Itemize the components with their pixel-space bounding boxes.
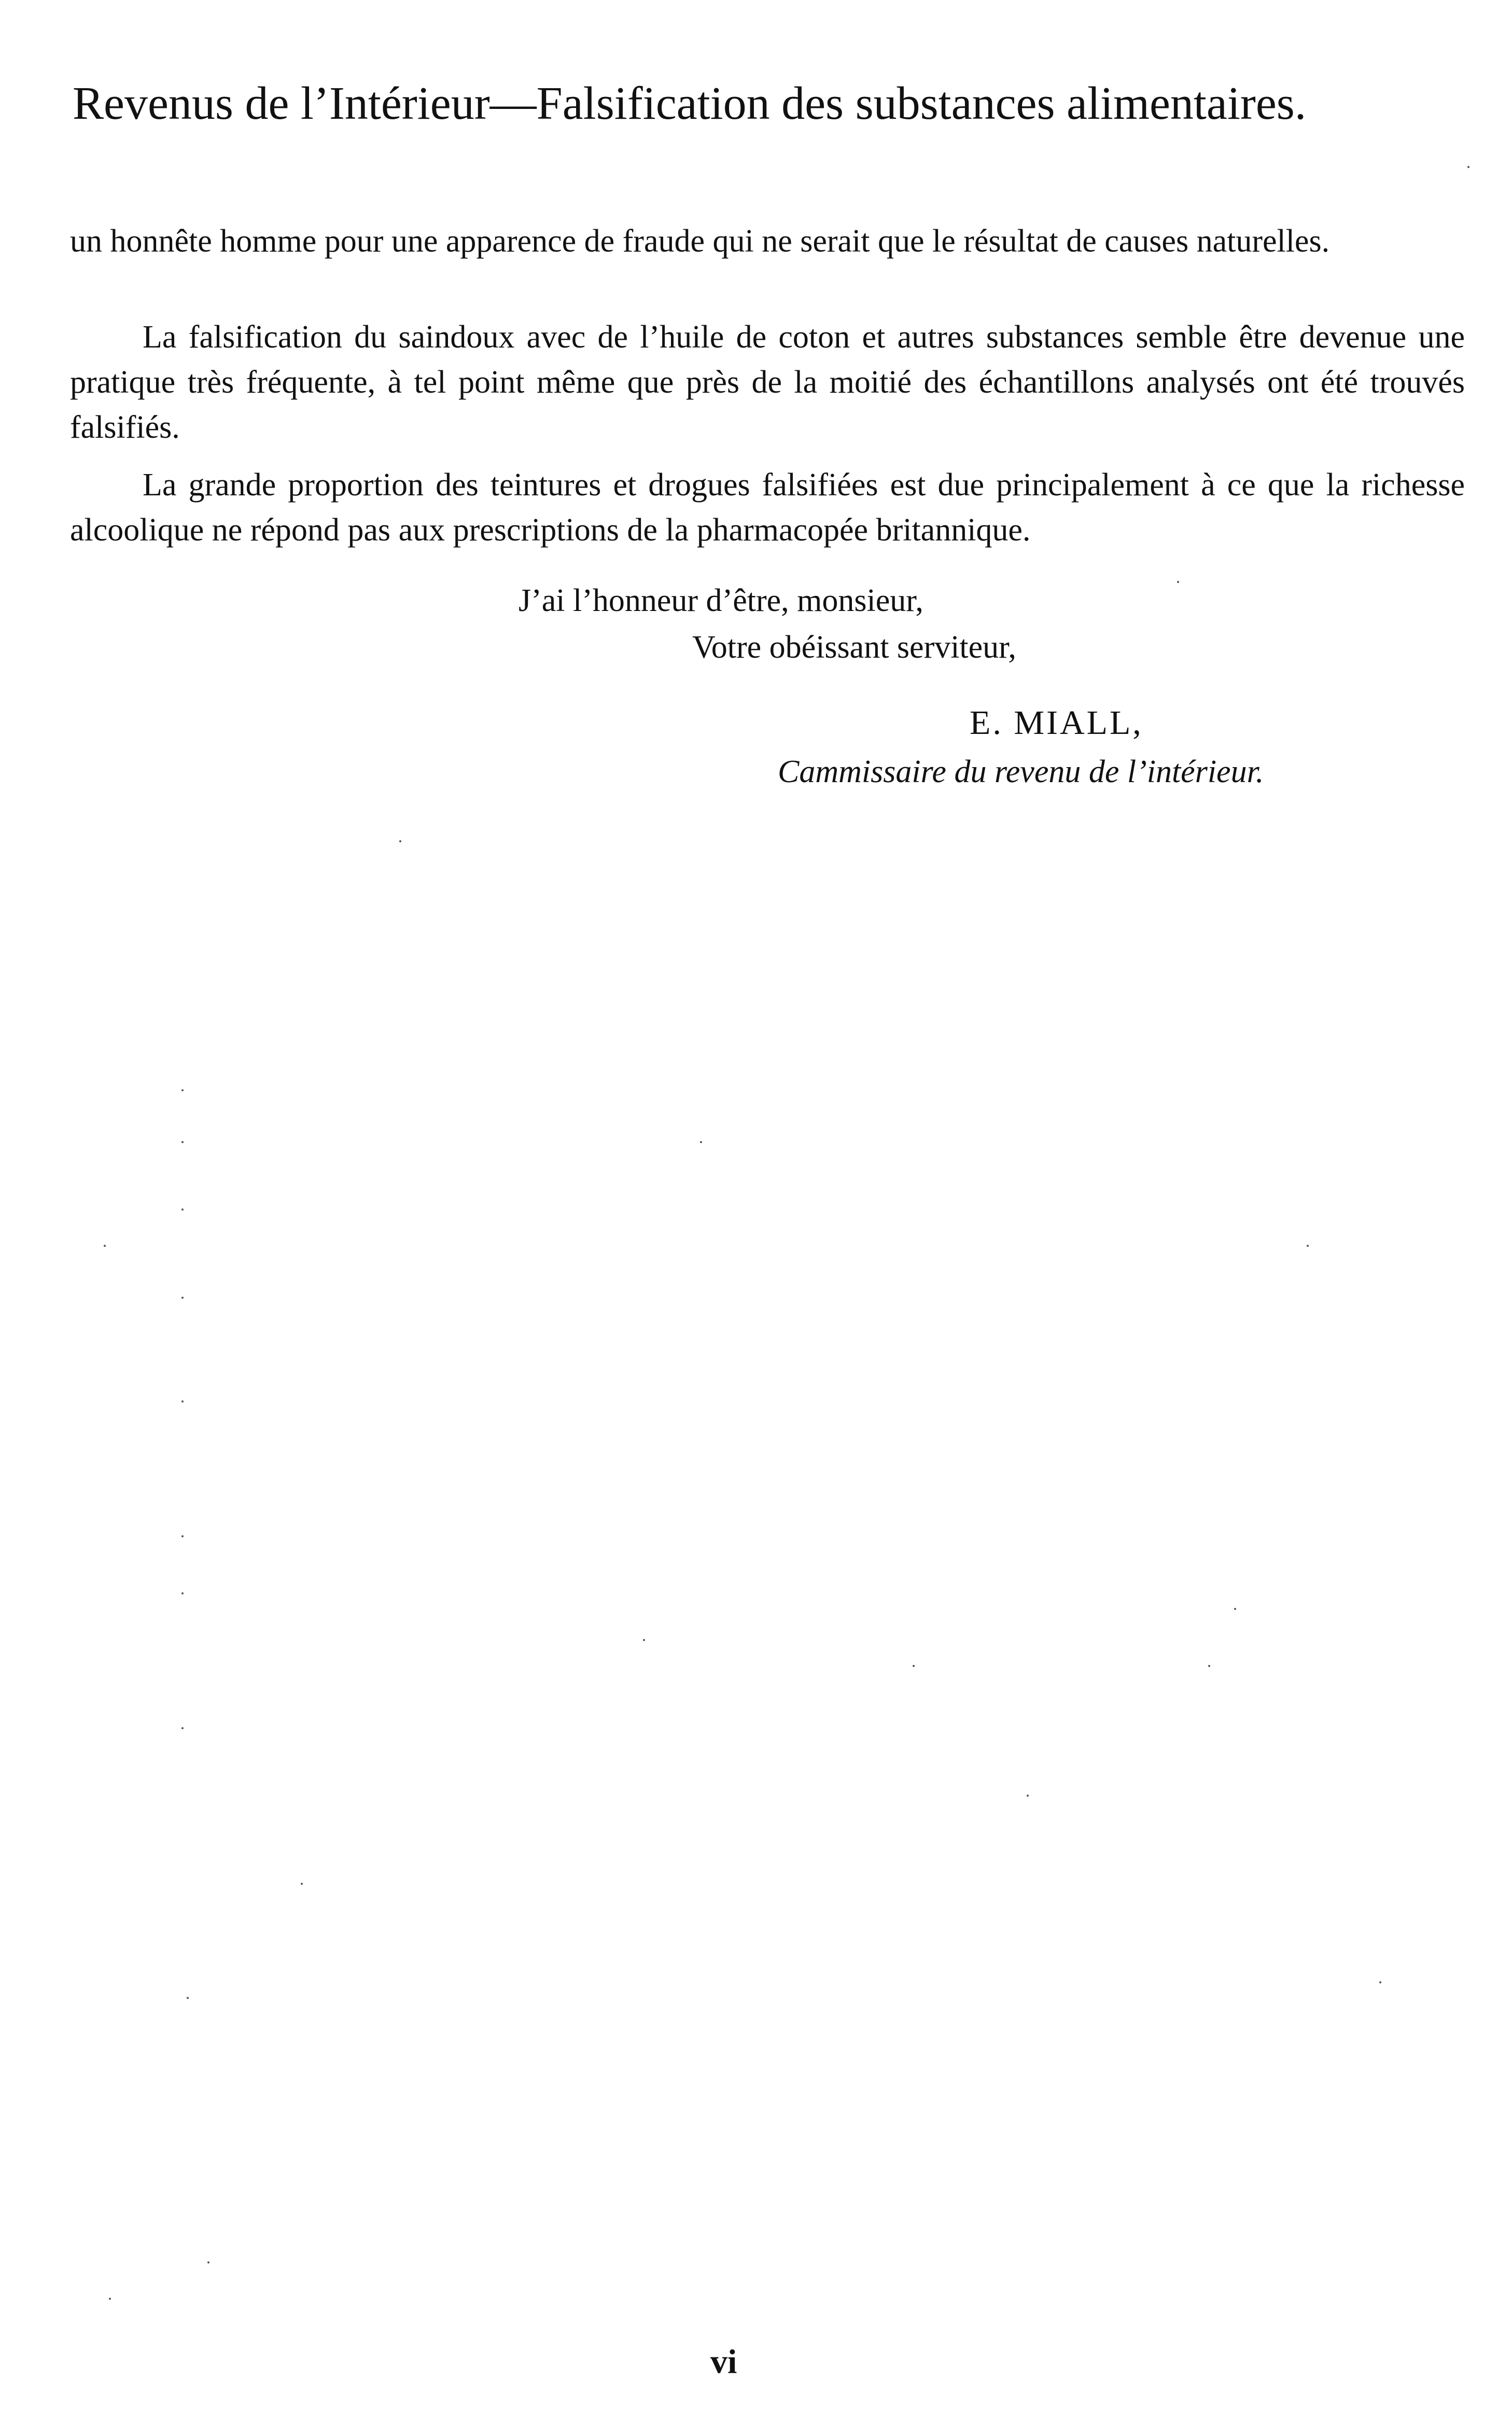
- scan-speck: [1208, 1665, 1210, 1667]
- scan-speck: [181, 1141, 184, 1143]
- scan-speck: [207, 2261, 209, 2263]
- scan-speck: [181, 1400, 184, 1402]
- running-title: Revenus de l’Intérieur—Falsification des substances alimentaires.: [73, 78, 1307, 129]
- scan-speck: [181, 1089, 184, 1091]
- scan-speck: [700, 1141, 702, 1143]
- scan-speck: [181, 1297, 184, 1299]
- scan-speck: [181, 1592, 184, 1594]
- scan-speck: [913, 1665, 915, 1667]
- scan-speck: [301, 1883, 303, 1885]
- paragraph-2: La falsification du saindoux avec de l’huile de coton et autres substances semble être devenue une pratique très fréquente, à tel point même que près de la moitié des échantillons analysés ont été trouvés falsifiés.: [70, 319, 1465, 445]
- scan-speck: [104, 1245, 106, 1247]
- scan-speck: [187, 1997, 189, 1999]
- page-number: vi: [710, 2343, 737, 2381]
- scan-speck: [1027, 1795, 1029, 1797]
- closing-complimentary: Votre obéissant serviteur,: [692, 630, 1016, 665]
- scan-speck: [109, 2298, 111, 2300]
- scan-speck: [399, 840, 401, 842]
- scan-speck: [1177, 581, 1179, 583]
- paragraph-3: La grande proportion des teintures et drogues falsifiées est due principalement à ce que la richesse alcoolique ne répond pas aux prescriptions de la pharmacopée britannique.: [70, 467, 1465, 548]
- paragraph-1: un honnête homme pour une apparence de fraude qui ne serait que le résultat de causes naturelles.: [70, 224, 1330, 259]
- closing-salutation: J’ai l’honneur d’être, monsieur,: [519, 583, 923, 618]
- signature-title: Cammissaire du revenu de l’intérieur.: [778, 754, 1264, 789]
- scan-speck: [1234, 1608, 1236, 1610]
- scan-speck: [181, 1535, 184, 1537]
- scan-speck: [1467, 166, 1469, 168]
- scan-speck: [1379, 1981, 1381, 1983]
- scan-speck: [1307, 1245, 1309, 1247]
- scan-speck: [643, 1639, 645, 1641]
- scan-speck: [181, 1727, 184, 1729]
- signature-name: E. MIALL,: [970, 704, 1143, 742]
- scan-speck: [181, 1208, 184, 1211]
